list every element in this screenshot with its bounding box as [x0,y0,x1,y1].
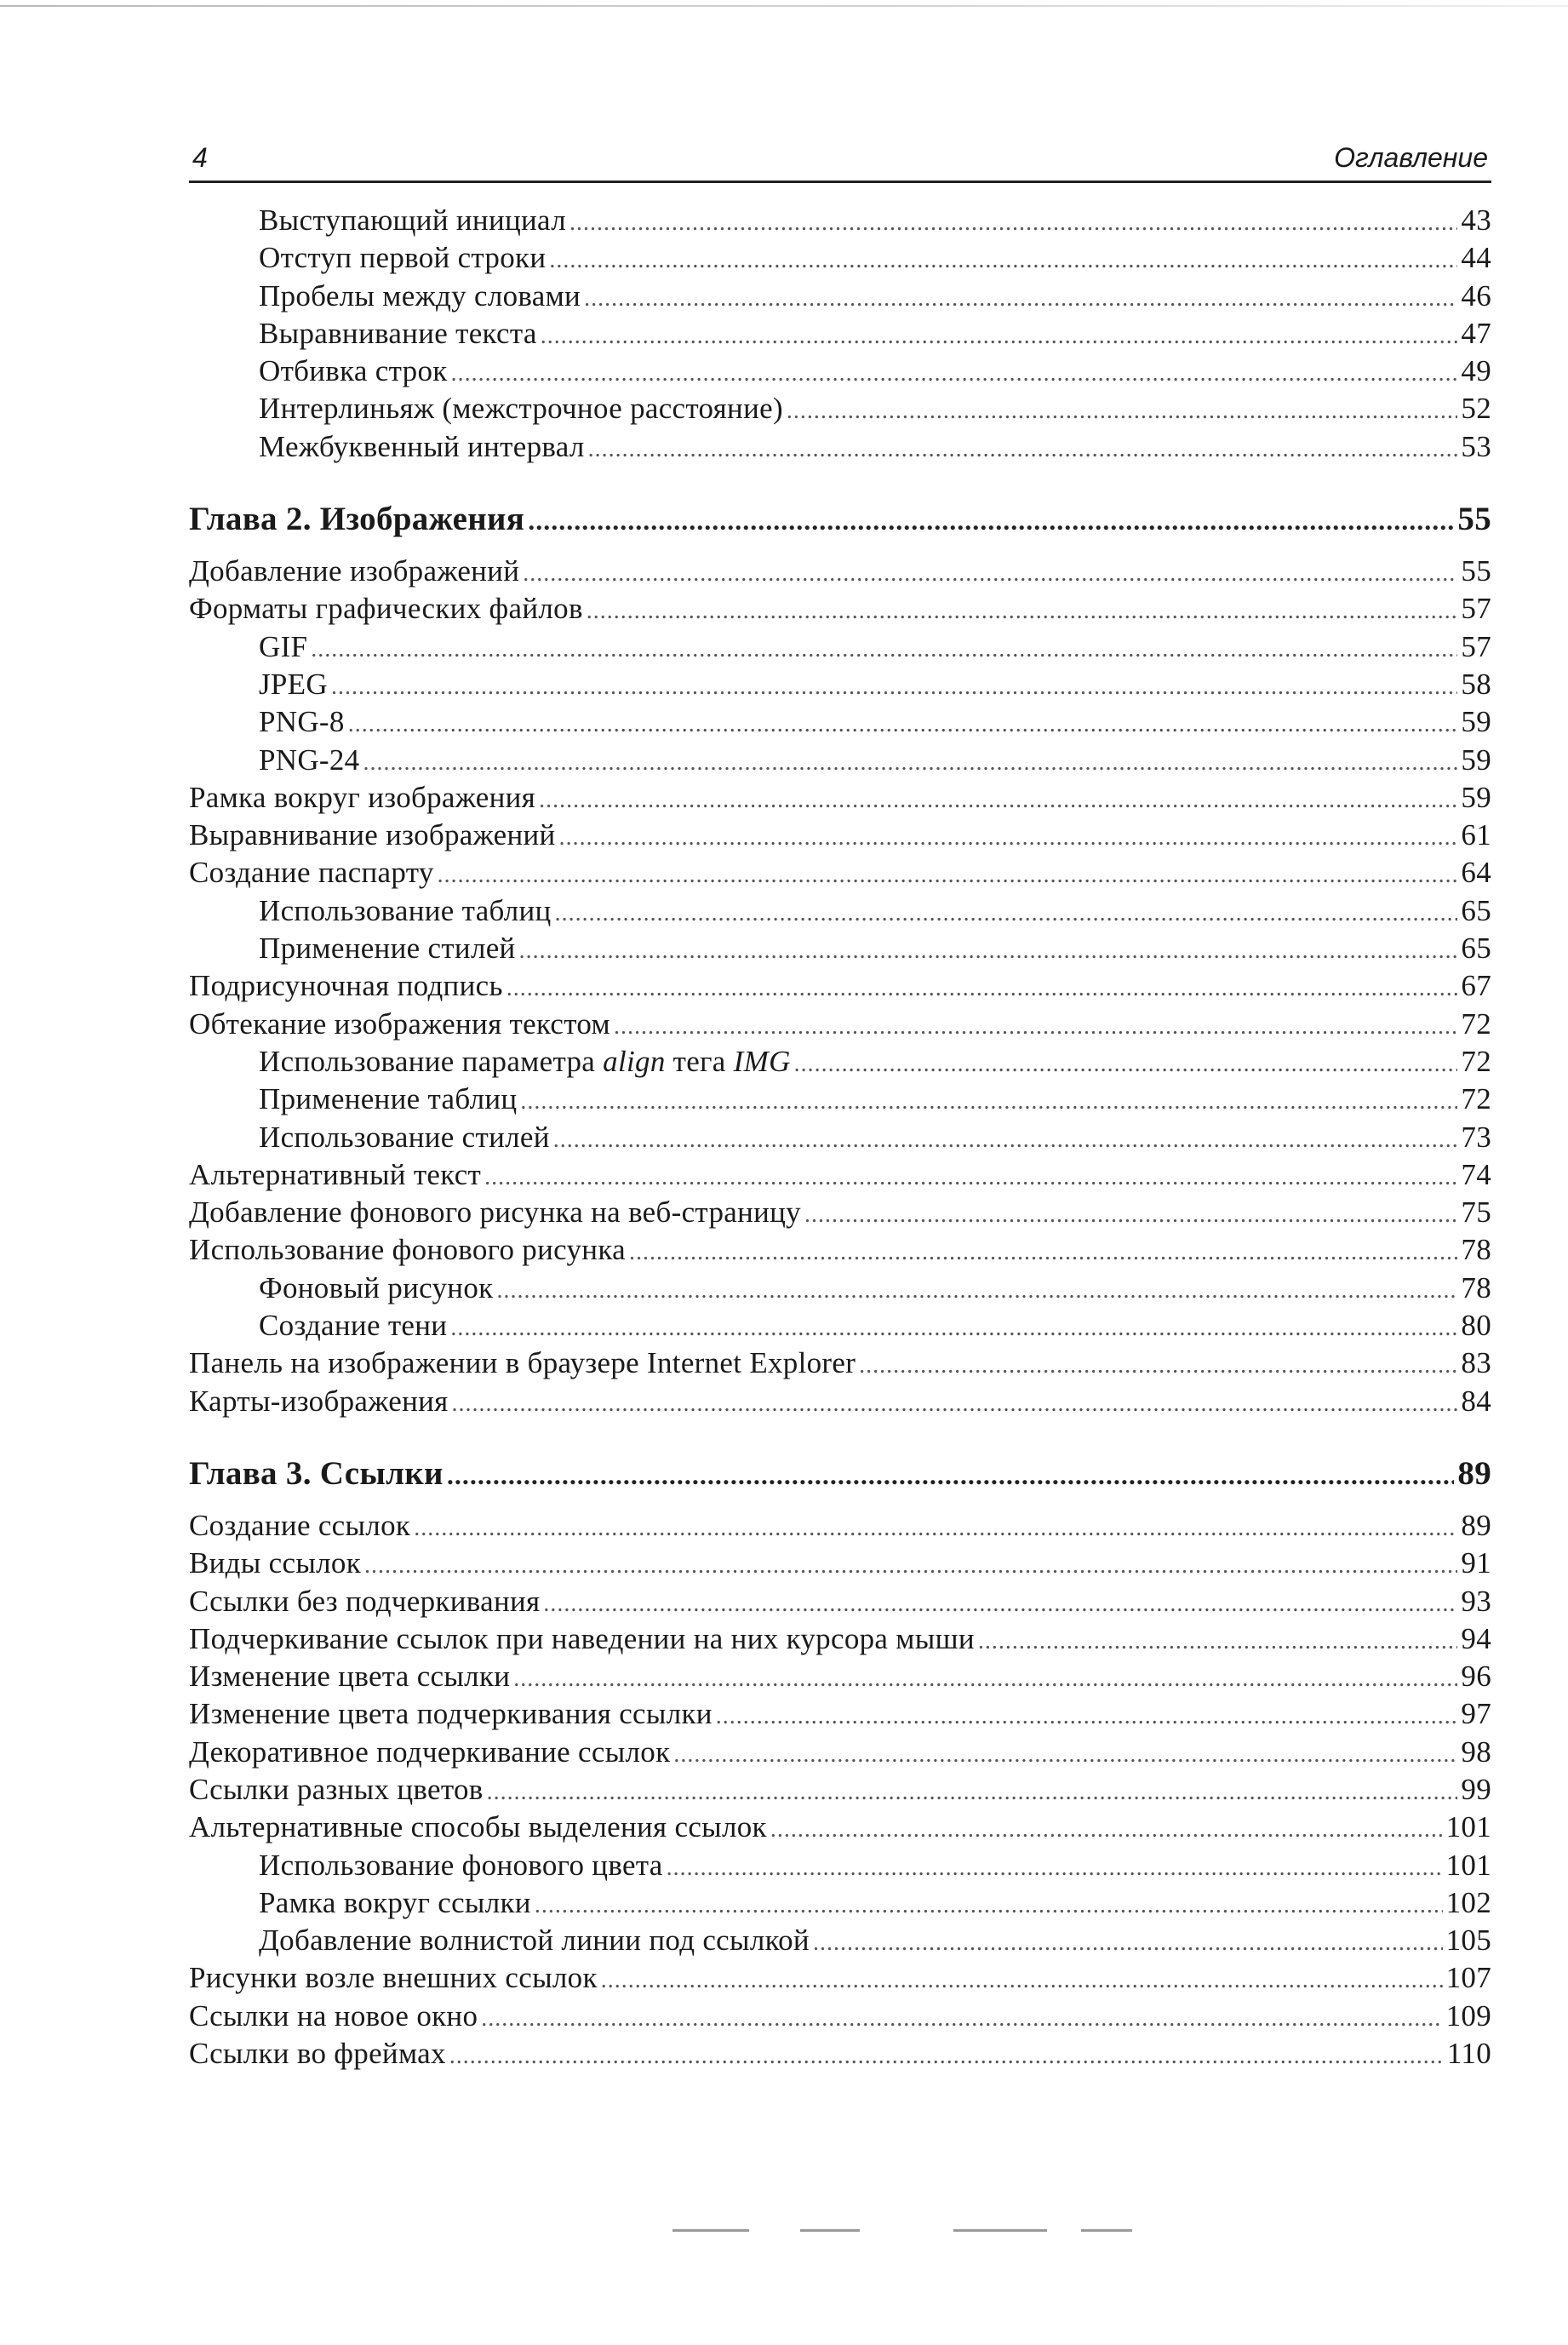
toc-entry-title: Форматы графических файлов [189,592,583,626]
toc-leader-dots [519,932,1458,970]
toc-entry [189,666,1491,703]
running-title: Оглавление [1334,142,1488,173]
toc-entry-title: Применение таблиц [259,1082,518,1116]
toc-entry-title: Карты-изображения [189,1384,449,1418]
toc-entry-title: Ссылки разных цветов [189,1772,484,1806]
toc-entry-title: Глава 2. Изображения [189,501,525,538]
toc-page-number: 99 [1461,1772,1491,1806]
toc-page-number: 59 [1461,705,1491,739]
toc-entry-title: Создание ссылок [189,1508,411,1542]
running-header [189,128,1491,183]
toc-entry-title: Использование стилей [259,1120,550,1154]
toc-entry-title: Подрисуночная подпись [189,969,503,1003]
toc-chapter-entry [189,496,1491,542]
toc-entry-title: Создание паспарту [189,856,434,890]
toc-entry [189,1231,1491,1269]
toc-chapter-entry [189,1451,1491,1497]
toc-entry [189,1695,1491,1733]
toc-page-number: 59 [1461,742,1491,777]
toc-entry-title: JPEG [259,667,328,701]
toc-entry-title: Выравнивание текста [259,316,537,350]
toc-leader-dots [452,1385,1458,1423]
toc-leader-dots [601,1962,1443,1999]
toc-page-number: 101 [1445,1848,1491,1882]
toc-leader-dots [363,744,1457,782]
toc-leader-dots [978,1623,1458,1660]
toc-leader-dots [520,1083,1457,1121]
toc-entry [189,1043,1491,1081]
toc-entry [189,1658,1491,1695]
toc-entry [189,1307,1491,1345]
toc-entry-title: Панель на изображении в браузере Internet Explorer [189,1346,856,1380]
toc-page-number: 93 [1461,1584,1491,1618]
toc-leader-dots [331,668,1457,706]
toc-entry [189,1383,1491,1420]
toc-page-number: 98 [1461,1734,1491,1769]
toc-entry [189,817,1491,854]
toc-leader-dots [787,393,1457,430]
toc-leader-dots [506,970,1458,1007]
toc-entry-title: Ссылки во фреймах [189,2037,446,2071]
table-of-contents [189,202,1491,2073]
toc-entry [189,1545,1491,1582]
toc-page-number: 107 [1445,1961,1491,1995]
toc-leader-dots [528,497,1454,543]
toc-entry-title: Глава 3. Ссылки [189,1454,444,1492]
toc-page-number: 46 [1461,278,1491,312]
toc-entry-title: Рисунки возле внешних ссылок [189,1961,598,1995]
toc-page-number: 52 [1461,392,1491,426]
toc-entry [189,1620,1491,1658]
toc-entry [189,1847,1491,1884]
toc-entry-title: Обтекание изображения текстом [189,1006,610,1041]
toc-page-number: 97 [1461,1697,1491,1731]
toc-entry-title: Выравнивание изображений [189,818,556,852]
toc-page-number: 96 [1461,1660,1491,1694]
toc-page-number: 55 [1457,501,1491,538]
toc-page-number: 57 [1461,629,1491,663]
toc-entry-title: Использование фонового рисунка [189,1233,626,1267]
toc-entry [189,742,1491,779]
toc-leader-dots [451,355,1458,393]
toc-leader-dots [667,1849,1443,1887]
toc-leader-dots [487,1774,1458,1811]
toc-entry [189,1583,1491,1620]
toc-leader-dots [716,1698,1458,1735]
toc-page-number: 80 [1461,1309,1491,1343]
toc-page-number: 89 [1457,1454,1491,1492]
toc-leader-dots [438,857,1458,894]
toc-entry-title: Отступ первой строки [259,241,547,275]
toc-entry [189,930,1491,967]
toc-entry [189,967,1491,1005]
toc-page-number: 65 [1461,932,1491,966]
toc-page-number: 72 [1461,1044,1491,1078]
toc-entry-title: Ссылки без подчеркивания [189,1584,541,1618]
toc-page-number: 89 [1461,1508,1491,1542]
toc-page-number: 72 [1461,1006,1491,1041]
toc-entry-title: Пробелы между словами [259,278,581,312]
toc-page-number: 55 [1461,554,1491,588]
toc-page-number: 101 [1445,1810,1491,1844]
toc-page-number: 72 [1461,1082,1491,1116]
toc-entry [189,2035,1491,2073]
toc-entry [189,1507,1491,1545]
toc-entry [189,390,1491,427]
toc-leader-dots [569,204,1457,242]
toc-entry-title: Использование параметра align тега IMG [259,1044,791,1078]
toc-entry-title: Ссылки на новое окно [189,1998,478,2033]
toc-page-number: 67 [1461,969,1491,1003]
toc-leader-dots [535,1887,1443,1924]
page-number: 4 [192,142,208,173]
toc-page-number: 102 [1445,1885,1491,1919]
toc-page-number: 49 [1461,354,1491,388]
toc-entry [189,854,1491,892]
toc-page-number: 57 [1461,592,1491,626]
toc-entry [189,1345,1491,1382]
scan-bottom-marks [672,2229,1524,2234]
toc-entry-title: Фоновый рисунок [259,1270,494,1304]
toc-entry [189,278,1491,315]
document-page [189,128,1491,2073]
toc-entry [189,1771,1491,1809]
toc-page-number: 64 [1461,856,1491,890]
toc-page-number: 78 [1461,1270,1491,1304]
toc-leader-dots [414,1510,1457,1547]
toc-page-number: 78 [1461,1233,1491,1267]
toc-entry [189,779,1491,817]
toc-entry [189,892,1491,930]
toc-leader-dots [348,706,1458,743]
toc-page-number: 61 [1461,818,1491,852]
toc-page-number: 75 [1461,1195,1491,1230]
toc-entry-title: Альтернативный текст [189,1157,482,1191]
toc-page-number: 53 [1461,429,1491,463]
toc-page-number: 47 [1461,316,1491,350]
toc-page-number: 91 [1461,1546,1491,1580]
toc-entry-title: Применение стилей [259,932,516,966]
toc-entry-title: Добавление изображений [189,554,520,588]
toc-leader-dots [584,280,1457,318]
toc-entry-title: Подчеркивание ссылок при наведении на них курсора мыши [189,1621,975,1655]
toc-entry [189,353,1491,390]
toc-leader-dots [553,1121,1458,1159]
toc-page-number: 73 [1461,1120,1491,1154]
toc-page-number: 44 [1461,241,1491,275]
toc-entry [189,553,1491,590]
toc-leader-dots [513,1660,1457,1698]
toc-entry-title: Интерлиньяж (межстрочное расстояние) [259,392,783,426]
toc-page-number: 58 [1461,667,1491,701]
toc-leader-dots [770,1811,1443,1849]
toc-entry-title: Отбивка строк [259,354,448,388]
toc-entry [189,1194,1491,1231]
toc-leader-dots [859,1347,1457,1385]
toc-entry-title: PNG-8 [259,705,345,739]
toc-leader-dots [555,895,1458,932]
toc-entry [189,1156,1491,1194]
toc-leader-dots [673,1736,1457,1774]
toc-entry [189,1119,1491,1156]
toc-leader-dots [541,318,1458,355]
toc-entry-title: Рамка вокруг изображения [189,780,536,814]
toc-entry [189,590,1491,628]
toc-leader-dots [481,2000,1442,2038]
toc-entry [189,703,1491,741]
toc-leader-dots [549,242,1457,279]
toc-entry-title: Межбуквенный интервал [259,429,585,463]
toc-entry [189,1998,1491,2035]
toc-page-number: 94 [1461,1621,1491,1655]
toc-page-number: 65 [1461,893,1491,927]
toc-entry [189,1734,1491,1771]
toc-entry [189,1922,1491,1959]
toc-entry [189,202,1491,239]
toc-leader-dots [543,1585,1457,1623]
toc-page-number: 105 [1445,1924,1491,1958]
toc-entry [189,239,1491,277]
toc-leader-dots [450,1310,1457,1347]
toc-entry-title: Изменение цвета ссылки [189,1660,511,1694]
toc-page-number: 110 [1446,2037,1491,2071]
toc-entry-title: Добавление волнистой линии под ссылкой [259,1924,810,1958]
toc-leader-dots [794,1046,1458,1083]
toc-leader-dots [587,593,1458,630]
toc-leader-dots [588,431,1458,468]
toc-leader-dots [629,1234,1457,1271]
toc-leader-dots [813,1924,1443,1962]
toc-entry-title: PNG-24 [259,742,360,777]
toc-leader-dots [614,1008,1457,1046]
toc-entry-title: Альтернативные способы выделения ссылок [189,1810,767,1844]
toc-leader-dots [496,1272,1457,1310]
toc-leader-dots [484,1159,1457,1196]
toc-entry-title: Добавление фонового рисунка на веб-страницу [189,1195,801,1230]
toc-entry-title: GIF [259,629,308,663]
toc-entry [189,428,1491,466]
toc-leader-dots [447,1452,1455,1498]
toc-page-number: 109 [1445,1998,1491,2033]
toc-entry-title: Декоративное подчеркивание ссылок [189,1734,671,1769]
toc-entry [189,1809,1491,1846]
toc-leader-dots [559,819,1458,857]
toc-page-number: 74 [1461,1157,1491,1191]
toc-entry [189,1270,1491,1307]
toc-leader-dots [449,2038,1444,2075]
toc-entry [189,1959,1491,1997]
toc-page-number: 83 [1461,1346,1491,1380]
toc-leader-dots [804,1196,1457,1234]
toc-leader-dots [311,631,1457,668]
toc-page-number: 43 [1461,204,1491,237]
toc-leader-dots [523,555,1457,593]
toc-entry-title: Использование фонового цвета [259,1848,663,1882]
toc-entry [189,1884,1491,1922]
toc-entry [189,315,1491,353]
toc-page-number: 84 [1461,1384,1491,1418]
toc-entry-title: Создание тени [259,1309,448,1343]
toc-leader-dots [539,782,1457,819]
toc-leader-dots [364,1547,1457,1585]
toc-entry-title: Использование таблиц [259,893,552,927]
toc-page-number: 59 [1461,780,1491,814]
toc-entry [189,1081,1491,1118]
toc-entry-title: Виды ссылок [189,1546,362,1580]
toc-entry [189,1006,1491,1043]
toc-entry-title: Рамка вокруг ссылки [259,1885,531,1919]
toc-entry-title: Изменение цвета подчеркивания ссылки [189,1697,712,1731]
scan-top-edge [0,5,1568,7]
toc-entry-title: Выступающий инициал [259,204,566,237]
toc-entry [189,628,1491,666]
